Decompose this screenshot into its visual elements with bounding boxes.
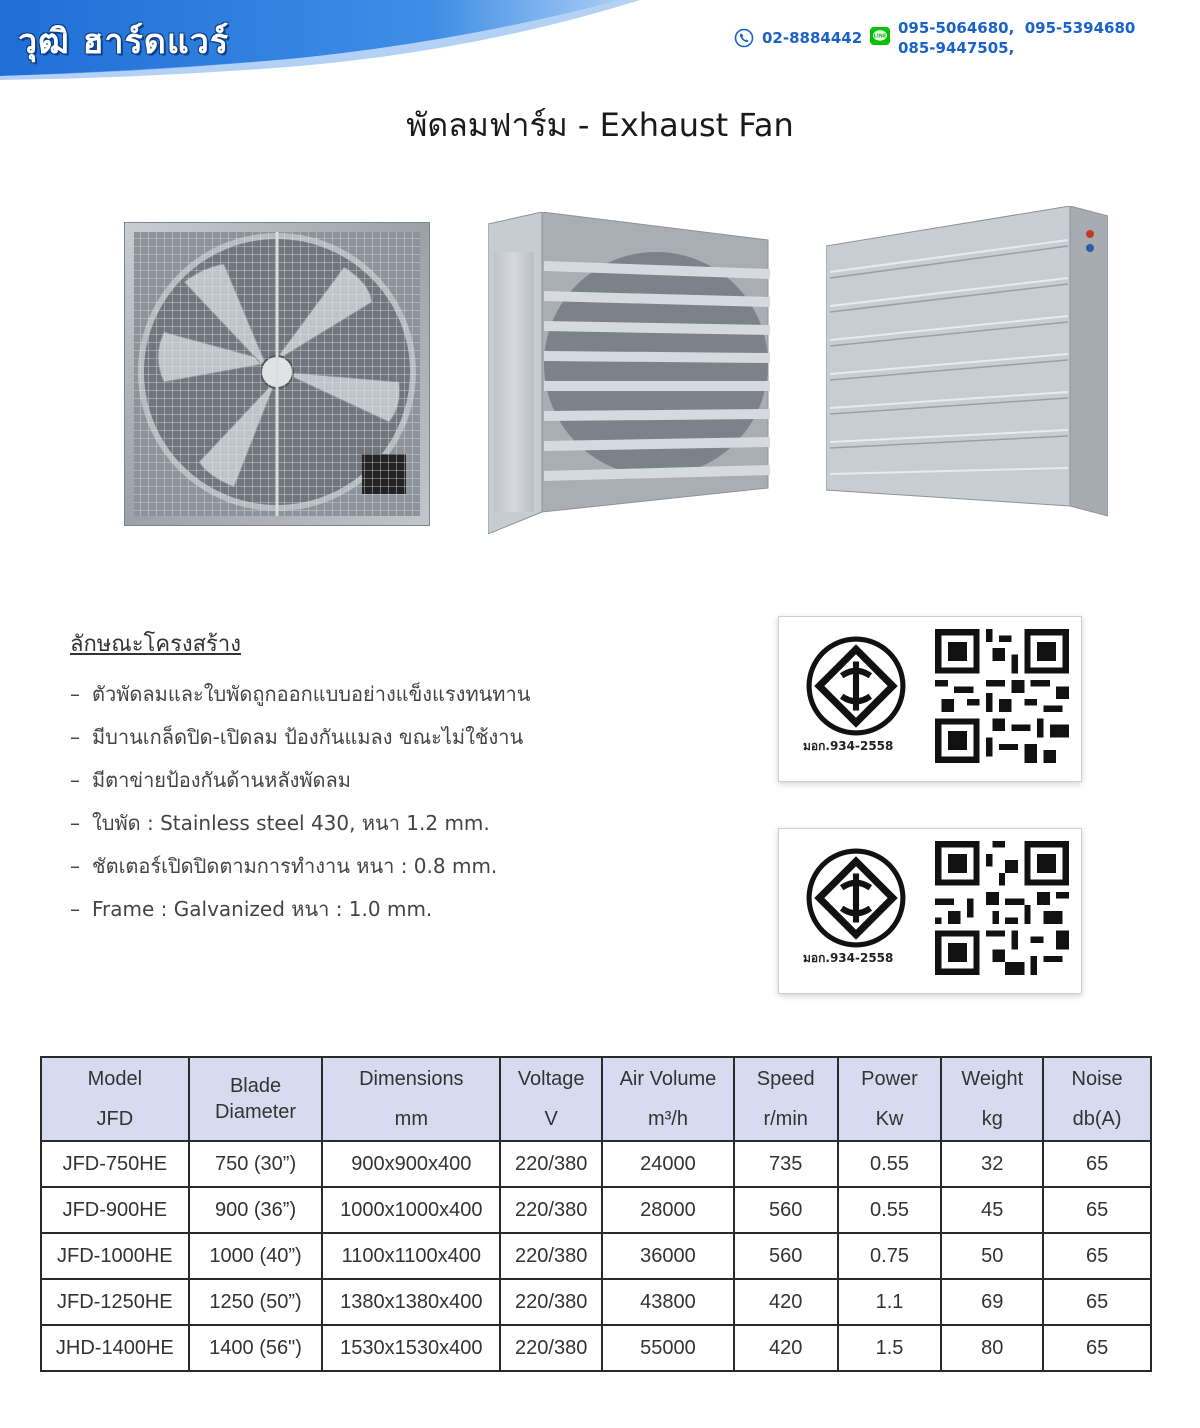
table-header-row <box>41 1057 1151 1141</box>
column-header-speed <box>734 1057 838 1141</box>
cell-power: 1.5 <box>838 1325 942 1371</box>
header-line: mm <box>394 1108 428 1130</box>
cell-blade-diameter: 1250 (50”) <box>189 1279 323 1325</box>
tis-logo-icon <box>805 635 907 737</box>
cell-dimensions: 1380x1380x400 <box>322 1279 500 1325</box>
tis-logo-icon <box>805 847 907 949</box>
qr-code-icon <box>935 629 1069 763</box>
cell-model: JFD-900HE <box>41 1187 189 1233</box>
cell-blade-diameter: 750 (30”) <box>189 1141 323 1187</box>
cell-speed: 735 <box>734 1141 838 1187</box>
cell-blade-diameter: 900 (36”) <box>189 1187 323 1233</box>
feature-text: ตัวพัดลมและใบพัดถูกออกแบบอย่างแข็งแรงทนทาน <box>92 682 531 706</box>
cell-dimensions: 1100x1100x400 <box>322 1233 500 1279</box>
cell-voltage: 220/380 <box>500 1279 602 1325</box>
header-line: Power <box>861 1068 918 1090</box>
brand-name: วุฒิ ฮาร์ดแวร์ <box>18 22 230 62</box>
cell-noise: 65 <box>1043 1187 1151 1233</box>
svg-text:LINE: LINE <box>873 33 887 40</box>
tis-standard-code: มอก.934-2558 <box>803 951 894 965</box>
cell-voltage: 220/380 <box>500 1141 602 1187</box>
column-header-voltage <box>500 1057 602 1141</box>
tis-certification-card <box>778 828 1082 994</box>
cell-weight: 80 <box>941 1325 1043 1371</box>
header-line: Weight <box>961 1068 1024 1090</box>
cell-blade-diameter: 1000 (40”) <box>189 1233 323 1279</box>
column-header-blade <box>189 1057 323 1141</box>
cell-power: 0.75 <box>838 1233 942 1279</box>
table-row <box>41 1233 1151 1279</box>
cell-model: JHD-1400HE <box>41 1325 189 1371</box>
cell-power: 0.55 <box>838 1141 942 1187</box>
page-title: พัดลมฟาร์ม - Exhaust Fan <box>406 106 794 144</box>
cell-dimensions: 1530x1530x400 <box>322 1325 500 1371</box>
table-row <box>41 1141 1151 1187</box>
feature-text: Frame : Galvanized หนา : 1.0 mm. <box>92 897 433 921</box>
mobile-numbers-line2: 085-9447505, <box>898 39 1015 57</box>
cell-power: 0.55 <box>838 1187 942 1233</box>
exhaust-fan-front-image <box>124 222 430 526</box>
cell-weight: 45 <box>941 1187 1043 1233</box>
header-line: Model <box>87 1068 143 1090</box>
feature-text: มีตาข่ายป้องกันด้านหลังพัดลม <box>92 768 351 792</box>
cell-noise: 65 <box>1043 1233 1151 1279</box>
qr-code-icon <box>935 841 1069 975</box>
cell-air-volume: 55000 <box>602 1325 734 1371</box>
header-line: V <box>544 1108 558 1130</box>
cell-air-volume: 36000 <box>602 1233 734 1279</box>
mobile-contact[interactable] <box>870 18 1135 58</box>
cell-dimensions: 900x900x400 <box>322 1141 500 1187</box>
feature-item <box>70 845 730 888</box>
dash-bullet: – <box>70 682 80 706</box>
header-line: Noise <box>1071 1068 1123 1090</box>
feature-item <box>70 888 730 931</box>
cell-model: JFD-1000HE <box>41 1233 189 1279</box>
cell-speed: 420 <box>734 1279 838 1325</box>
phone-number: 02-8884442 <box>762 29 863 47</box>
exhaust-fan-angle-image <box>488 212 778 534</box>
phone-icon <box>734 28 754 48</box>
cell-voltage: 220/380 <box>500 1325 602 1371</box>
dash-bullet: – <box>70 811 80 835</box>
header-line: Kw <box>875 1108 904 1130</box>
header-line: Voltage <box>517 1068 585 1090</box>
tis-standard-code: มอก.934-2558 <box>803 739 894 753</box>
cell-air-volume: 43800 <box>602 1279 734 1325</box>
column-header-dimensions <box>322 1057 500 1141</box>
header-line: JFD <box>96 1108 134 1130</box>
header-line: Air Volume <box>619 1068 717 1090</box>
phone-contact[interactable] <box>734 28 862 48</box>
cell-model: JFD-1250HE <box>41 1279 189 1325</box>
cell-speed: 420 <box>734 1325 838 1371</box>
cell-noise: 65 <box>1043 1279 1151 1325</box>
header-line: db(A) <box>1072 1108 1122 1130</box>
table-body <box>41 1141 1151 1371</box>
cell-air-volume: 28000 <box>602 1187 734 1233</box>
features-heading: ลักษณะโครงสร้าง <box>70 632 241 657</box>
table-row <box>41 1187 1151 1233</box>
header-line: kg <box>981 1108 1003 1130</box>
header-line: Dimensions <box>359 1068 464 1090</box>
cell-dimensions: 1000x1000x400 <box>322 1187 500 1233</box>
cell-speed: 560 <box>734 1187 838 1233</box>
feature-item <box>70 759 730 802</box>
table-row <box>41 1325 1151 1371</box>
header-line: Speed <box>756 1068 815 1090</box>
cell-power: 1.1 <box>838 1279 942 1325</box>
cell-speed: 560 <box>734 1233 838 1279</box>
column-header-noise <box>1043 1057 1151 1141</box>
cell-weight: 50 <box>941 1233 1043 1279</box>
cell-noise: 65 <box>1043 1325 1151 1371</box>
exhaust-fan-back-image <box>826 206 1108 530</box>
cell-blade-diameter: 1400 (56") <box>189 1325 323 1371</box>
header-line: r/min <box>763 1108 808 1130</box>
header-line: Blade <box>229 1075 282 1097</box>
cell-air-volume: 24000 <box>602 1141 734 1187</box>
structure-features <box>70 626 730 931</box>
mobile-numbers-line1: 095-5064680, 095-5394680 <box>898 19 1136 37</box>
tis-certification-card <box>778 616 1082 782</box>
feature-text: ใบพัด : Stainless steel 430, หนา 1.2 mm. <box>92 811 490 835</box>
dash-bullet: – <box>70 897 80 921</box>
cell-weight: 69 <box>941 1279 1043 1325</box>
line-app-icon <box>870 27 890 45</box>
table-row <box>41 1279 1151 1325</box>
cell-weight: 32 <box>941 1141 1043 1187</box>
column-header-model <box>41 1057 189 1141</box>
feature-text: ชัตเตอร์เปิดปิดตามการทำงาน หนา : 0.8 mm. <box>92 854 498 878</box>
dash-bullet: – <box>70 725 80 749</box>
spec-table <box>40 1056 1152 1372</box>
features-list <box>70 673 730 931</box>
column-header-air-volume <box>602 1057 734 1141</box>
cell-model: JFD-750HE <box>41 1141 189 1187</box>
feature-text: มีบานเกล็ดปิด-เปิดลม ป้องกันแมลง ขณะไม่ใช้งาน <box>92 725 524 749</box>
header-line: m³/h <box>647 1108 688 1130</box>
column-header-weight <box>941 1057 1043 1141</box>
dash-bullet: – <box>70 854 80 878</box>
brand-banner <box>0 0 640 80</box>
column-header-power <box>838 1057 942 1141</box>
feature-item <box>70 673 730 716</box>
dash-bullet: – <box>70 768 80 792</box>
cell-voltage: 220/380 <box>500 1233 602 1279</box>
header-line: Diameter <box>214 1101 297 1123</box>
feature-item <box>70 716 730 759</box>
cell-voltage: 220/380 <box>500 1187 602 1233</box>
feature-item <box>70 802 730 845</box>
cell-noise: 65 <box>1043 1141 1151 1187</box>
